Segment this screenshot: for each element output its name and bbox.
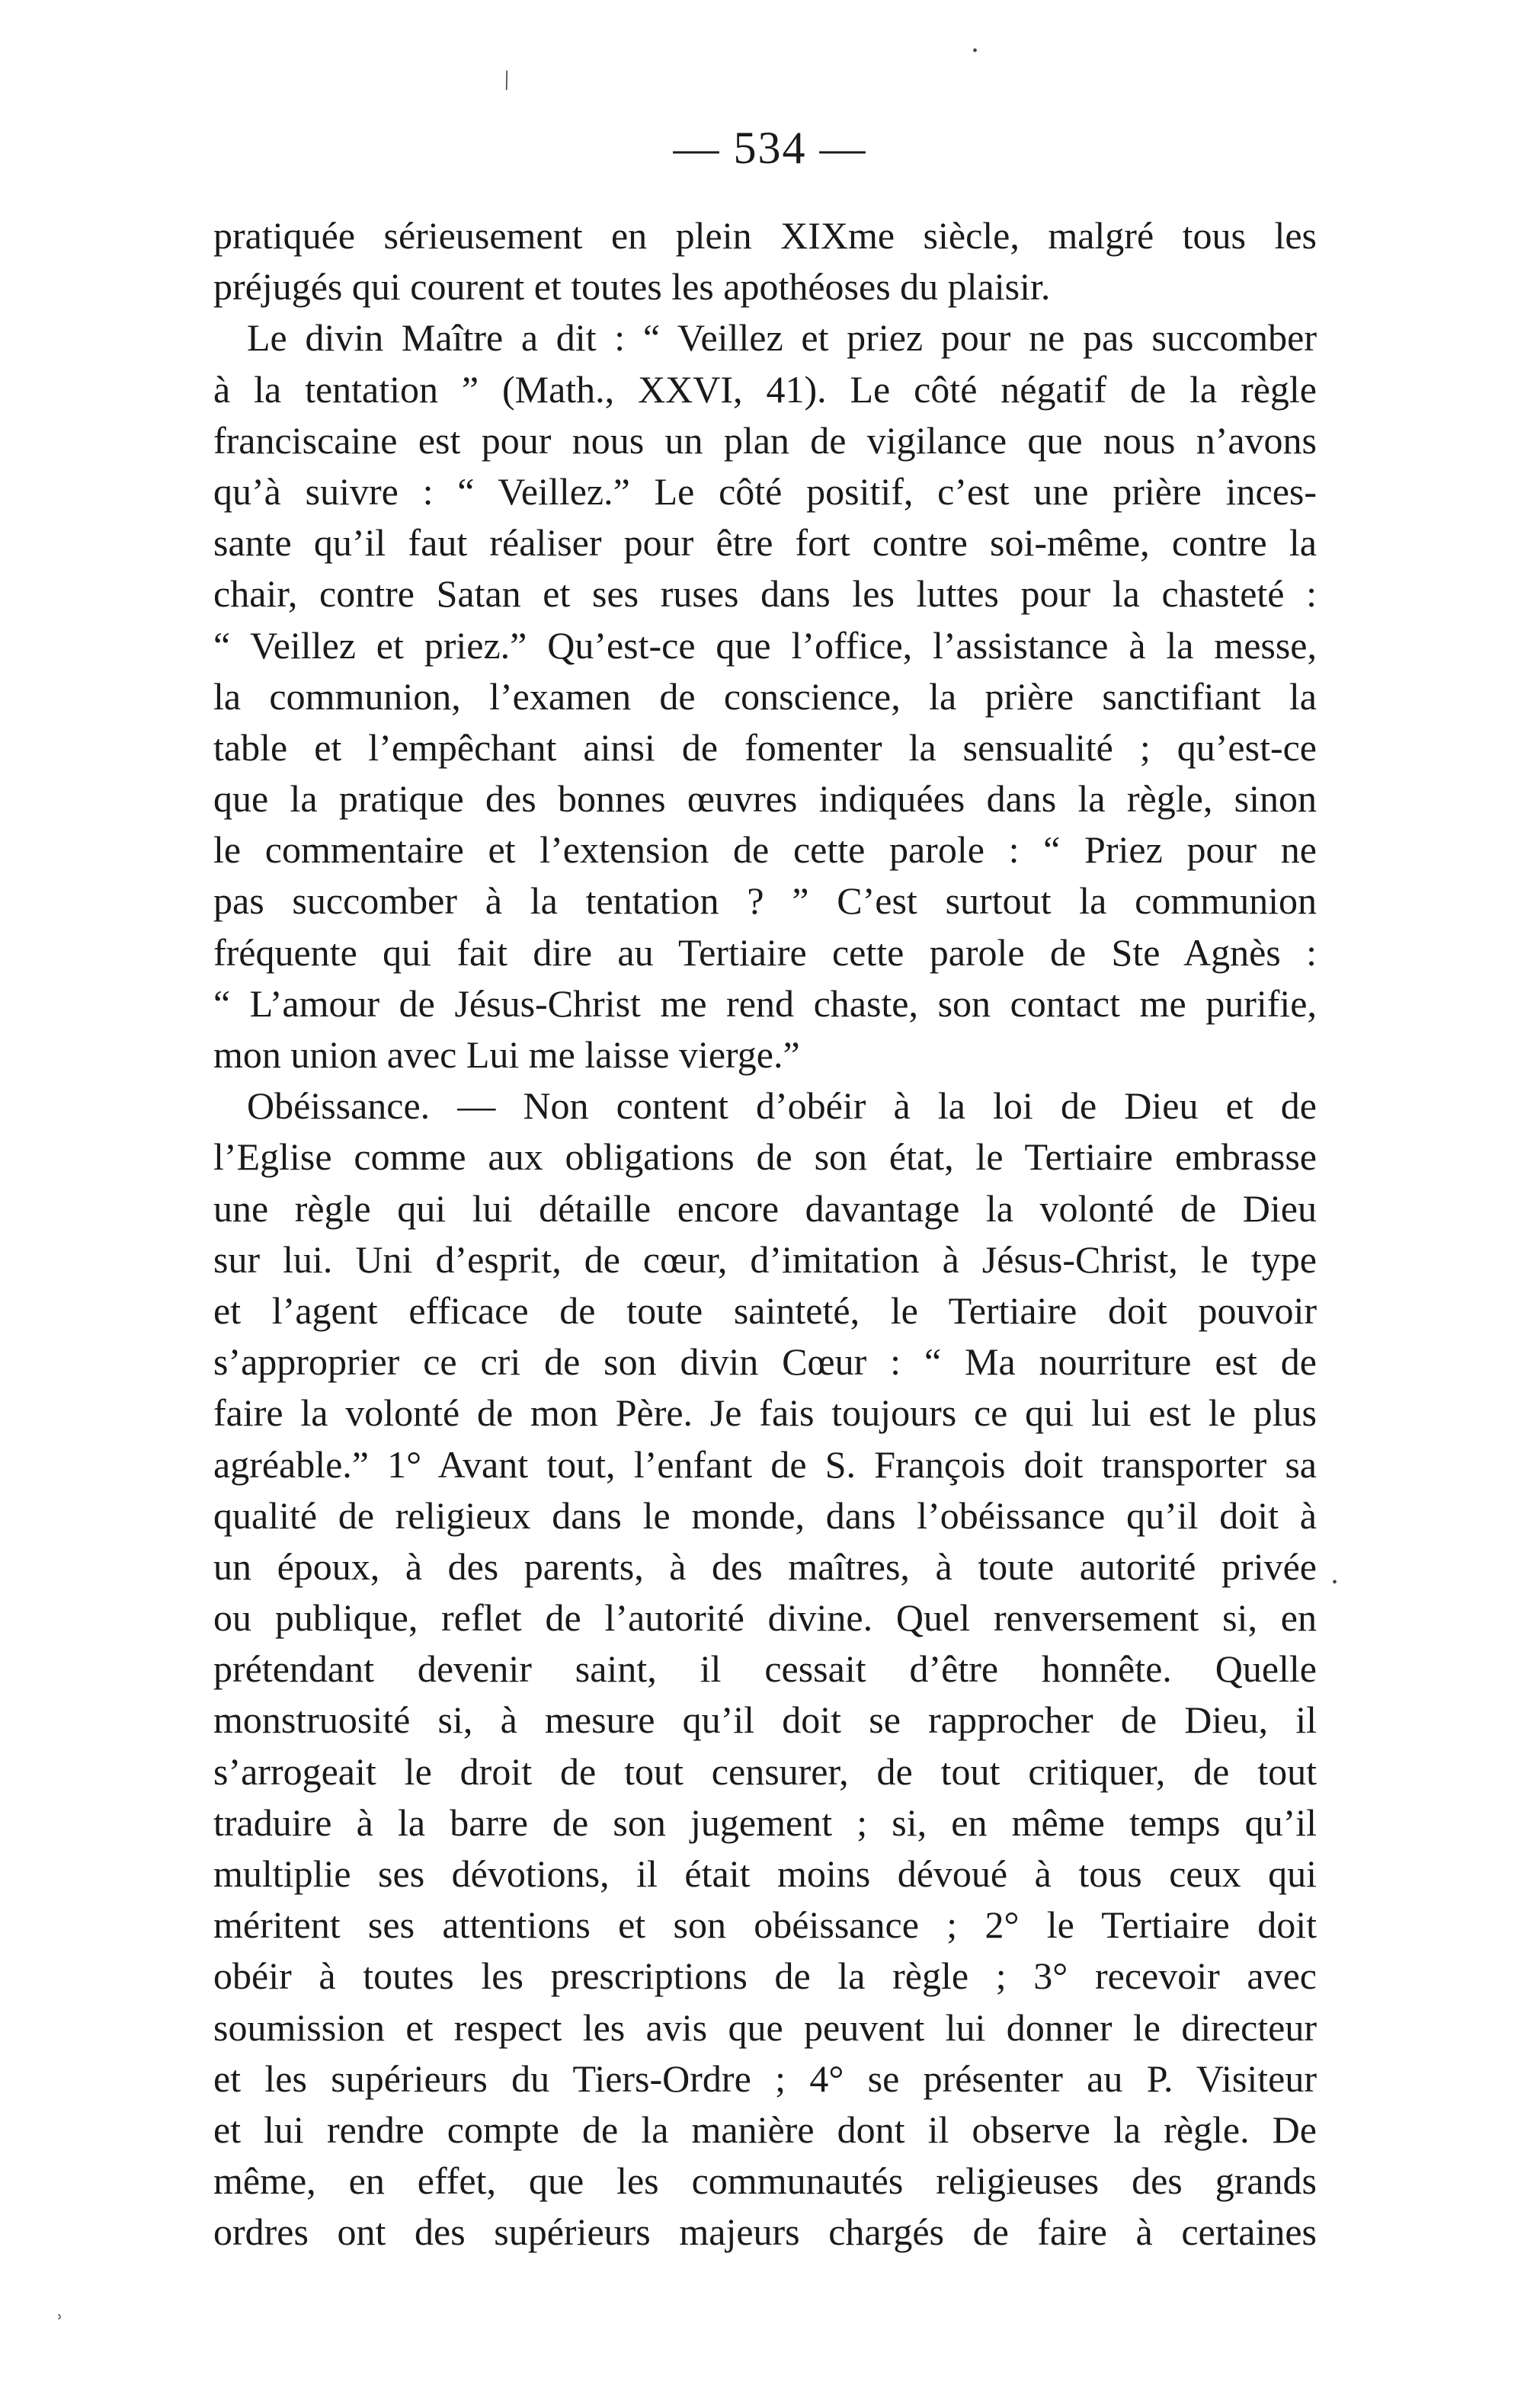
text-line: obéir à toutes les prescriptions de la règle ; 3° recevoir avec xyxy=(213,1954,1317,1998)
page-number: — 534 — xyxy=(673,123,867,173)
text-line: s’approprier ce cri de son divin Cœur : “ Ma nourriture est de xyxy=(213,1340,1317,1384)
text-line: une règle qui lui détaille encore davantage la volonté de Dieu xyxy=(213,1186,1317,1230)
text-line: agréable.” 1° Avant tout, l’enfant de S. François doit transporter sa xyxy=(213,1442,1317,1486)
text-line: multiplie ses dévotions, il était moins dévoué à tous ceux qui xyxy=(213,1852,1317,1895)
text-line: le commentaire et l’extension de cette parole : “ Priez pour ne xyxy=(213,828,1317,872)
text-line: monstruosité si, à mesure qu’il doit se rapprocher de Dieu, il xyxy=(213,1698,1317,1742)
text-line: la communion, l’examen de conscience, la prière sanctifiant la xyxy=(213,674,1317,718)
text-line: qualité de religieux dans le monde, dans l’obéissance qu’il doit à xyxy=(213,1493,1317,1537)
text-line: mon union avec Lui me laisse vierge.” xyxy=(213,1033,800,1076)
text-line: ou publique, reflet de l’autorité divine. Quel renversement si, en xyxy=(213,1596,1317,1640)
text-line: prétendant devenir saint, il cessait d’être honnête. Quelle xyxy=(213,1647,1317,1691)
text-line: table et l’empêchant ainsi de fomenter la sensualité ; qu’est-ce xyxy=(213,725,1317,769)
text-line: s’arrogeait le droit de tout censurer, de tout critiquer, de tout xyxy=(213,1749,1317,1793)
text-line: “ L’amour de Jésus-Christ me rend chaste, son contact me purifie, xyxy=(213,981,1317,1025)
text-line: pratiquée sérieusement en plein XIXme siècle, malgré tous les xyxy=(213,214,1317,257)
text-line: sur lui. Uni d’esprit, de cœur, d’imitation à Jésus-Christ, le type xyxy=(213,1237,1317,1281)
text-line: ordres ont des supérieurs majeurs chargés de faire à certaines xyxy=(213,2210,1317,2254)
text-line: Obéissance. — Non content d’obéir à la loi de Dieu et de xyxy=(247,1084,1317,1128)
text-line: chair, contre Satan et ses ruses dans les luttes pour la chasteté : xyxy=(213,572,1317,616)
text-line: et l’agent efficace de toute sainteté, le Tertiaire doit pouvoir xyxy=(213,1288,1317,1332)
text-line: et lui rendre compte de la manière dont il observe la règle. De xyxy=(213,2108,1317,2151)
scan-speck: \ xyxy=(498,64,516,96)
text-line: Le divin Maître a dit : “ Veillez et priez pour ne pas succomber xyxy=(247,316,1317,360)
text-line: faire la volonté de mon Père. Je fais toujours ce qui lui est le plus xyxy=(213,1391,1317,1435)
scan-speck: • xyxy=(972,43,978,59)
text-line: méritent ses attentions et son obéissance ; 2° le Tertiaire doit xyxy=(213,1903,1317,1947)
text-line: et les supérieurs du Tiers-Ordre ; 4° se présenter au P. Visiteur xyxy=(213,2057,1317,2100)
text-line: à la tentation ” (Math., XXVI, 41). Le côté négatif de la règle xyxy=(213,367,1317,411)
text-line: franciscaine est pour nous un plan de vigilance que nous n’avons xyxy=(213,418,1317,462)
text-line: que la pratique des bonnes œuvres indiquées dans la règle, sinon xyxy=(213,777,1317,821)
scan-speck: ʾ xyxy=(55,2309,64,2340)
text-line: fréquente qui fait dire au Tertiaire cette parole de Ste Agnès : xyxy=(213,930,1317,974)
text-line: sante qu’il faut réaliser pour être fort contre soi-même, contre la xyxy=(213,521,1317,565)
text-line: préjugés qui courent et toutes les apothéoses du plaisir. xyxy=(213,265,1051,309)
text-line: l’Eglise comme aux obligations de son état, le Tertiaire embrasse xyxy=(213,1135,1317,1179)
text-line: soumission et respect les avis que peuvent lui donner le directeur xyxy=(213,2005,1317,2049)
text-line: même, en effet, que les communautés religieuses des grands xyxy=(213,2159,1317,2203)
text-line: traduire à la barre de son jugement ; si, en même temps qu’il xyxy=(213,1800,1317,1844)
body-text xyxy=(204,210,1317,2258)
text-line: qu’à suivre : “ Veillez.” Le côté positif, c’est une prière inces- xyxy=(213,469,1317,513)
scan-speck: • xyxy=(1332,1574,1338,1591)
text-line: pas succomber à la tentation ? ” C’est surtout la communion xyxy=(213,879,1317,923)
text-line: “ Veillez et priez.” Qu’est-ce que l’office, l’assistance à la messe, xyxy=(213,623,1317,667)
text-line: un époux, à des parents, à des maîtres, à toute autorité privée xyxy=(213,1544,1317,1588)
